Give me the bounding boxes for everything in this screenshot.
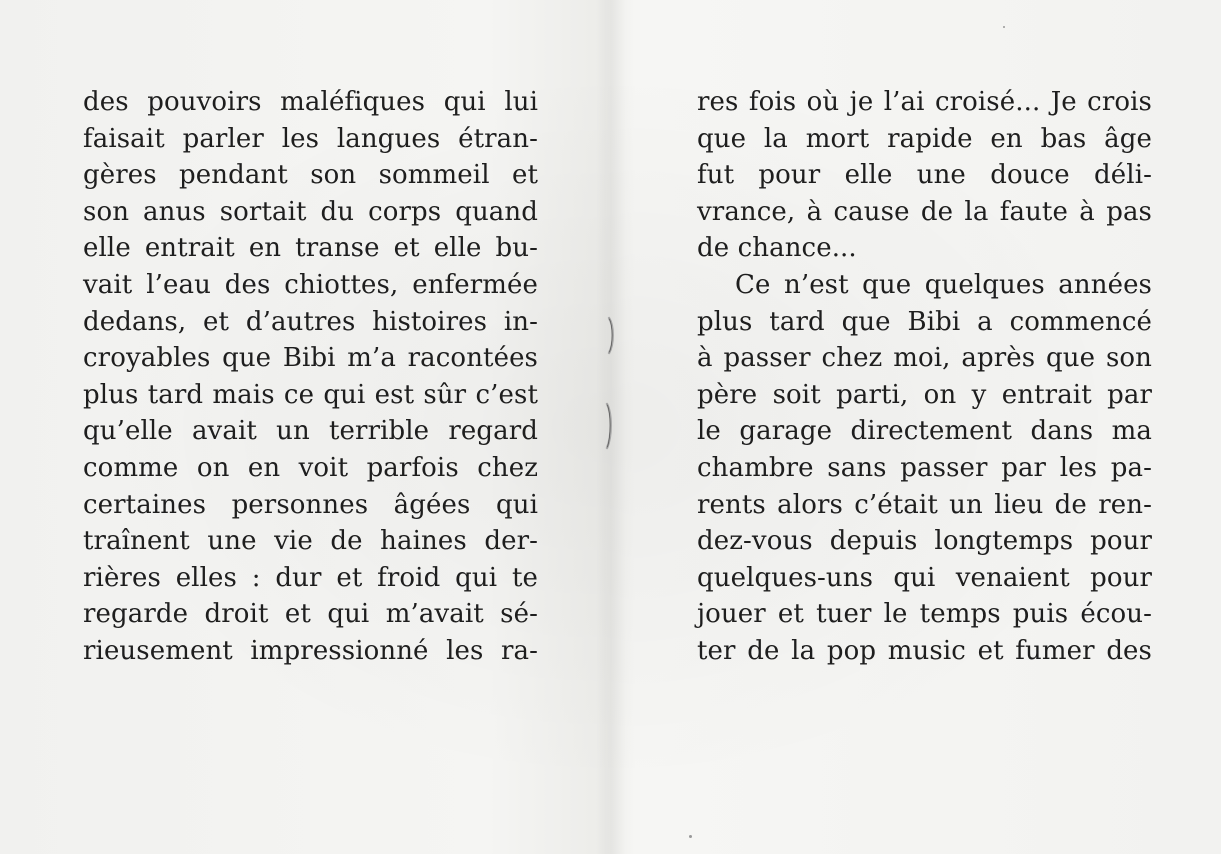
text-line: de chance...: [697, 233, 857, 264]
text-line: le garage directement dans ma: [697, 416, 1152, 447]
text-line: ter de la pop music et fumer des: [697, 635, 1152, 666]
text-line: regarde droit et qui m’avait sé-: [83, 599, 538, 630]
text-line: res fois où je l’ai croisé... Je crois: [697, 87, 1152, 117]
text-line: père soit parti, on y entrait par: [697, 379, 1152, 410]
text-line: fut pour elle une douce déli-: [697, 160, 1152, 191]
text-line: croyables que Bibi m’a racontées: [83, 343, 538, 374]
text-line: vait l’eau des chiottes, enfermée: [83, 269, 538, 300]
text-line: elle entrait en transe et elle bu-: [83, 233, 538, 264]
text-line: gères pendant son sommeil et: [83, 160, 538, 191]
text-line: quelques-uns qui venaient pour: [697, 562, 1152, 593]
text-line: que la mort rapide en bas âge: [697, 123, 1152, 154]
text-line: jouer et tuer le temps puis écou-: [697, 599, 1152, 630]
staple-icon: [606, 316, 616, 356]
staple-icon: [604, 400, 614, 440]
text-line: dez-vous depuis longtemps pour: [697, 526, 1152, 557]
text-line: plus tard mais ce qui est sûr c’est: [83, 379, 538, 410]
text-line: vrance, à cause de la faute à pas: [697, 196, 1152, 227]
text-line: plus tard que Bibi a commencé: [697, 306, 1152, 337]
text-line: rières elles : dur et froid qui te: [83, 562, 538, 593]
paragraph-start-line: Ce n’est que quelques années: [735, 269, 1152, 300]
paper-speck: [689, 835, 692, 838]
text-line: qu’elle avait un terrible regard: [83, 416, 538, 447]
left-page: [83, 84, 538, 670]
text-line: des pouvoirs maléfiques qui lui: [83, 87, 538, 117]
paper-speck: [1003, 26, 1005, 28]
text-line: dedans, et d’autres histoires in-: [83, 306, 538, 337]
text-line: son anus sortait du corps quand: [83, 196, 538, 227]
text-line: rents alors c’était un lieu de ren-: [697, 489, 1152, 520]
text-line: rieusement impressionné les ra-: [83, 635, 538, 666]
text-line: faisait parler les langues étran-: [83, 123, 538, 154]
text-line: certaines personnes âgées qui: [83, 489, 538, 520]
text-line: à passer chez moi, après que son: [697, 343, 1152, 374]
text-line: chambre sans passer par les pa-: [697, 452, 1152, 483]
right-page: [697, 84, 1152, 670]
text-line: comme on en voit parfois chez: [83, 452, 538, 483]
text-line: traînent une vie de haines der-: [83, 526, 538, 557]
